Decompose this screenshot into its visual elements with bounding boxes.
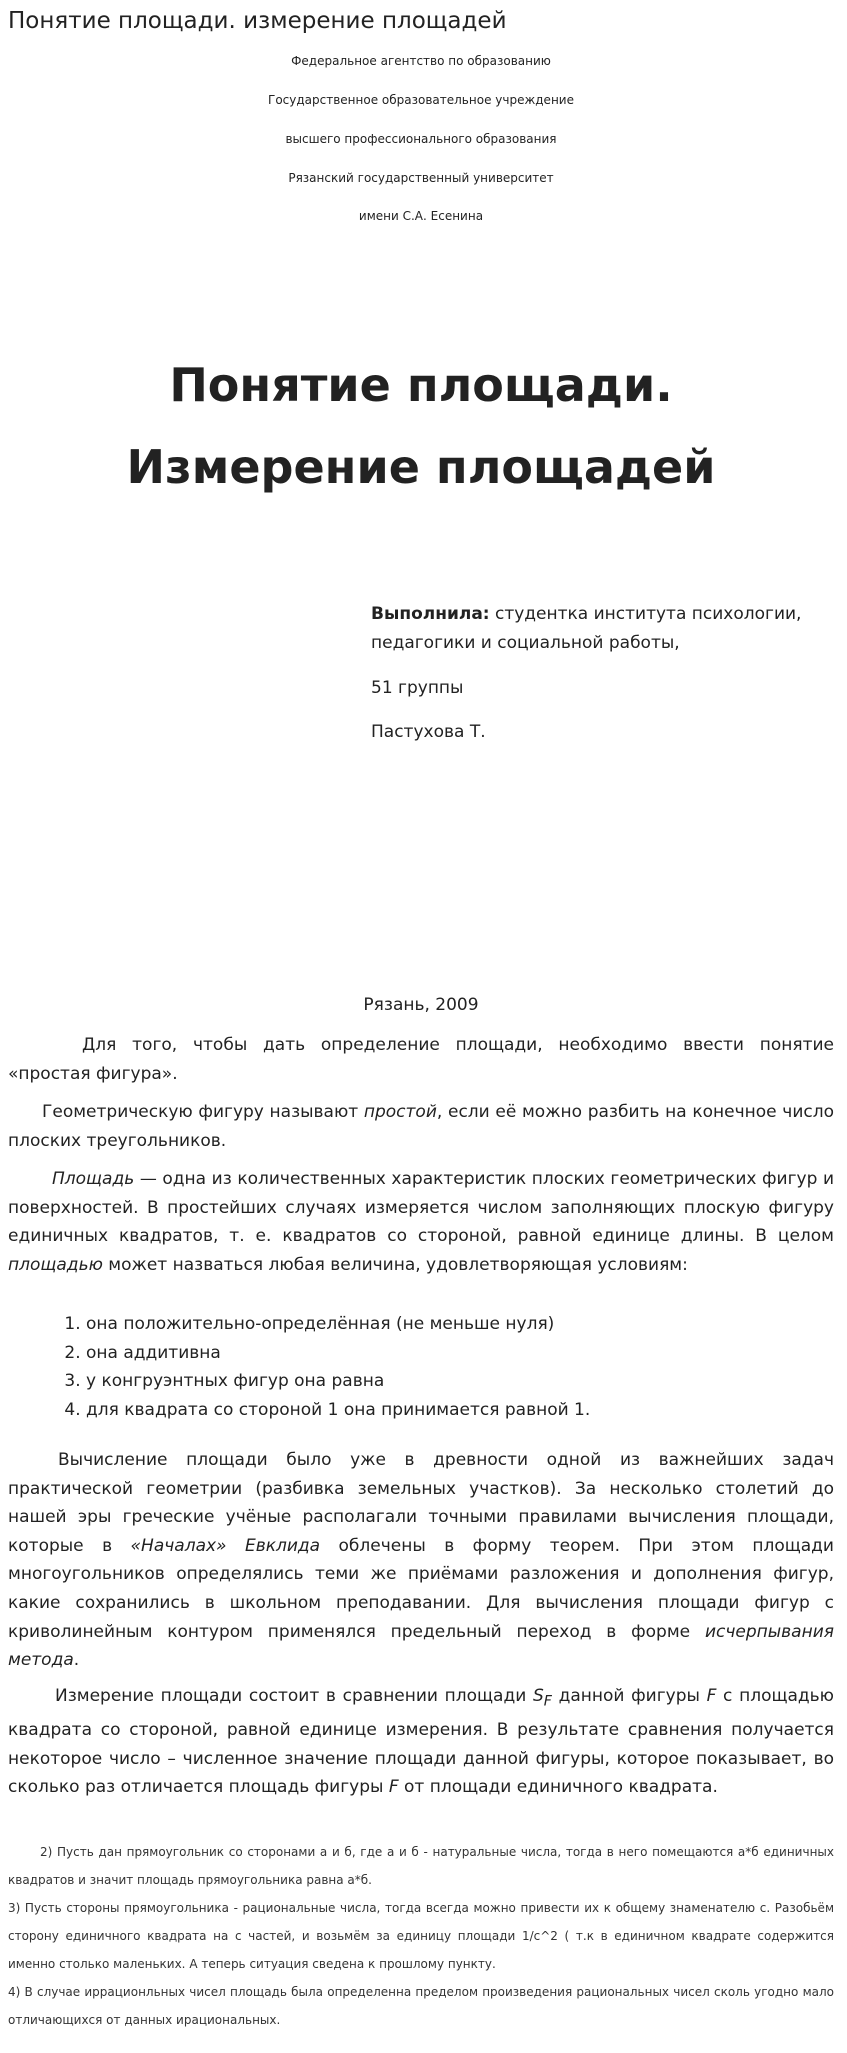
author-name: Пастухова Т. xyxy=(371,722,486,742)
paragraph-3-emphasis-1: Площадь xyxy=(52,1169,135,1189)
page-title: Понятие площади. измерение площадей xyxy=(8,8,507,34)
paragraph-2 xyxy=(8,1098,834,1155)
list-item: 2. она аддитивна xyxy=(86,1339,834,1368)
paragraph-5-text-d: от площади единичного квадрата. xyxy=(398,1777,718,1798)
paragraph-5-text-b: данной фигуры xyxy=(551,1686,707,1706)
list-item: 4. для квадрата со стороной 1 она принимается равной 1. xyxy=(86,1396,834,1425)
institution-line-1: Федеральное агентство по образованию xyxy=(291,54,551,68)
paragraph-2-text-a: Геометрическую фигуру называют xyxy=(42,1102,364,1122)
area-subscript: F xyxy=(543,1693,552,1710)
paragraph-1: Для того, чтобы дать определение площади, необходимо ввести понятие «простая фигура». xyxy=(8,1035,834,1084)
paragraph-4-text-b: облечены в форму теорем. При этом площади многоугольников определялись теми же приёмами разложения и дополнения фигур, какие сохранились в школьном преподавании. Для вычисления площади фигур с криволинейным контуром применялся предельный переход в форме xyxy=(8,1535,834,1642)
list-item: 1. она положительно-определённая (не меньше нуля) xyxy=(86,1310,834,1339)
city-year: Рязань, 2009 xyxy=(363,995,479,1015)
author-label: Выполнила: xyxy=(371,604,490,624)
paragraph-5-text-a: Измерение площади состоит в сравнении площади xyxy=(55,1686,533,1706)
institution-line-3: высшего профессионального образования xyxy=(285,132,557,146)
area-symbol: S xyxy=(532,1686,544,1706)
paragraph-4-emphasis-1: «Началах» Евклида xyxy=(130,1535,321,1556)
footnote-4: 4) В случае иррационльных чисел площадь была определенна пределом произведения рациональных чисел сколь угодно мало отличающихся от данных ирациональных. xyxy=(8,1985,834,2027)
institution-line-5: имени С.А. Есенина xyxy=(358,209,484,223)
paragraph-4-text-a: Вычисление площади было уже в древности одной из важнейших задач практической геометрии (разбивка земельных участков). За несколько столетий до нашей эры греческие учёные располагали точными правилами вычисления площади, которые в xyxy=(8,1450,834,1556)
institution-line-4: Рязанский государственный университет xyxy=(288,171,554,185)
paragraph-3-text-b: может назваться любая величина, удовлетворяющая условиям: xyxy=(102,1254,688,1275)
paragraph-3-emphasis-2: площадью xyxy=(8,1254,103,1275)
conditions-list xyxy=(8,1310,834,1424)
footnote-2: 2) Пусть дан прямоугольник со сторонами а и б, где а и б - натуральные числа, тогда в него помещаются а*б единичных квадратов и значит площадь прямоугольника равна а*б. xyxy=(8,1845,834,1887)
figure-symbol-1: F xyxy=(706,1686,717,1706)
paragraph-2-emphasis: простой xyxy=(363,1102,437,1122)
paragraph-5-text-c: с площадью квадрата со стороной, равной единице измерения. В результате сравнения получается некоторое число – численное значение площади данной фигуры, которое показывает, во сколько раз отличается площадь фигуры xyxy=(8,1686,834,1798)
paragraph-4 xyxy=(8,1446,834,1675)
author-block xyxy=(371,600,841,658)
paragraph-5 xyxy=(8,1682,834,1802)
institution-line-2: Государственное образовательное учреждение xyxy=(268,93,574,107)
paragraph-4-emphasis-2: исчерпывания метода xyxy=(8,1621,834,1671)
footnote-3: 3) Пусть стороны прямоугольника - рациональные числа, тогда всегда можно привести их к общему знаменателю с. Разобьём сторону единичного квадрата на с частей, и возьмём за единицу площади 1/с^2 ( т.к в единичном квадрате содержится именно столько маленьких. А теперь ситуация сведена к прошлому пункту. xyxy=(8,1901,834,1971)
document-title-line-1: Понятие площади. xyxy=(169,358,673,412)
figure-symbol-2: F xyxy=(388,1777,399,1798)
list-item: 3. у конгруэнтных фигур она равна xyxy=(86,1367,834,1396)
document-title-line-2: Измерение площадей xyxy=(126,440,716,494)
paragraph-3-text-a: — одна из количественных характеристик плоских геометрических фигур и поверхностей. В простейших случаях измеряется числом заполняющих плоскую фигуру единичных квадратов, т. е. квадратов со стороной, равной единице длины. В целом xyxy=(8,1169,834,1247)
paragraph-2-text-b: , если её можно разбить на конечное число плоских треугольников. xyxy=(8,1102,834,1151)
author-line-2: педагогики и социальной работы, xyxy=(371,633,680,653)
paragraph-4-text-c: . xyxy=(73,1650,80,1671)
author-group: 51 группы xyxy=(371,678,464,698)
author-line-1: студентка института психологии, xyxy=(489,604,802,624)
paragraph-3 xyxy=(8,1165,834,1279)
